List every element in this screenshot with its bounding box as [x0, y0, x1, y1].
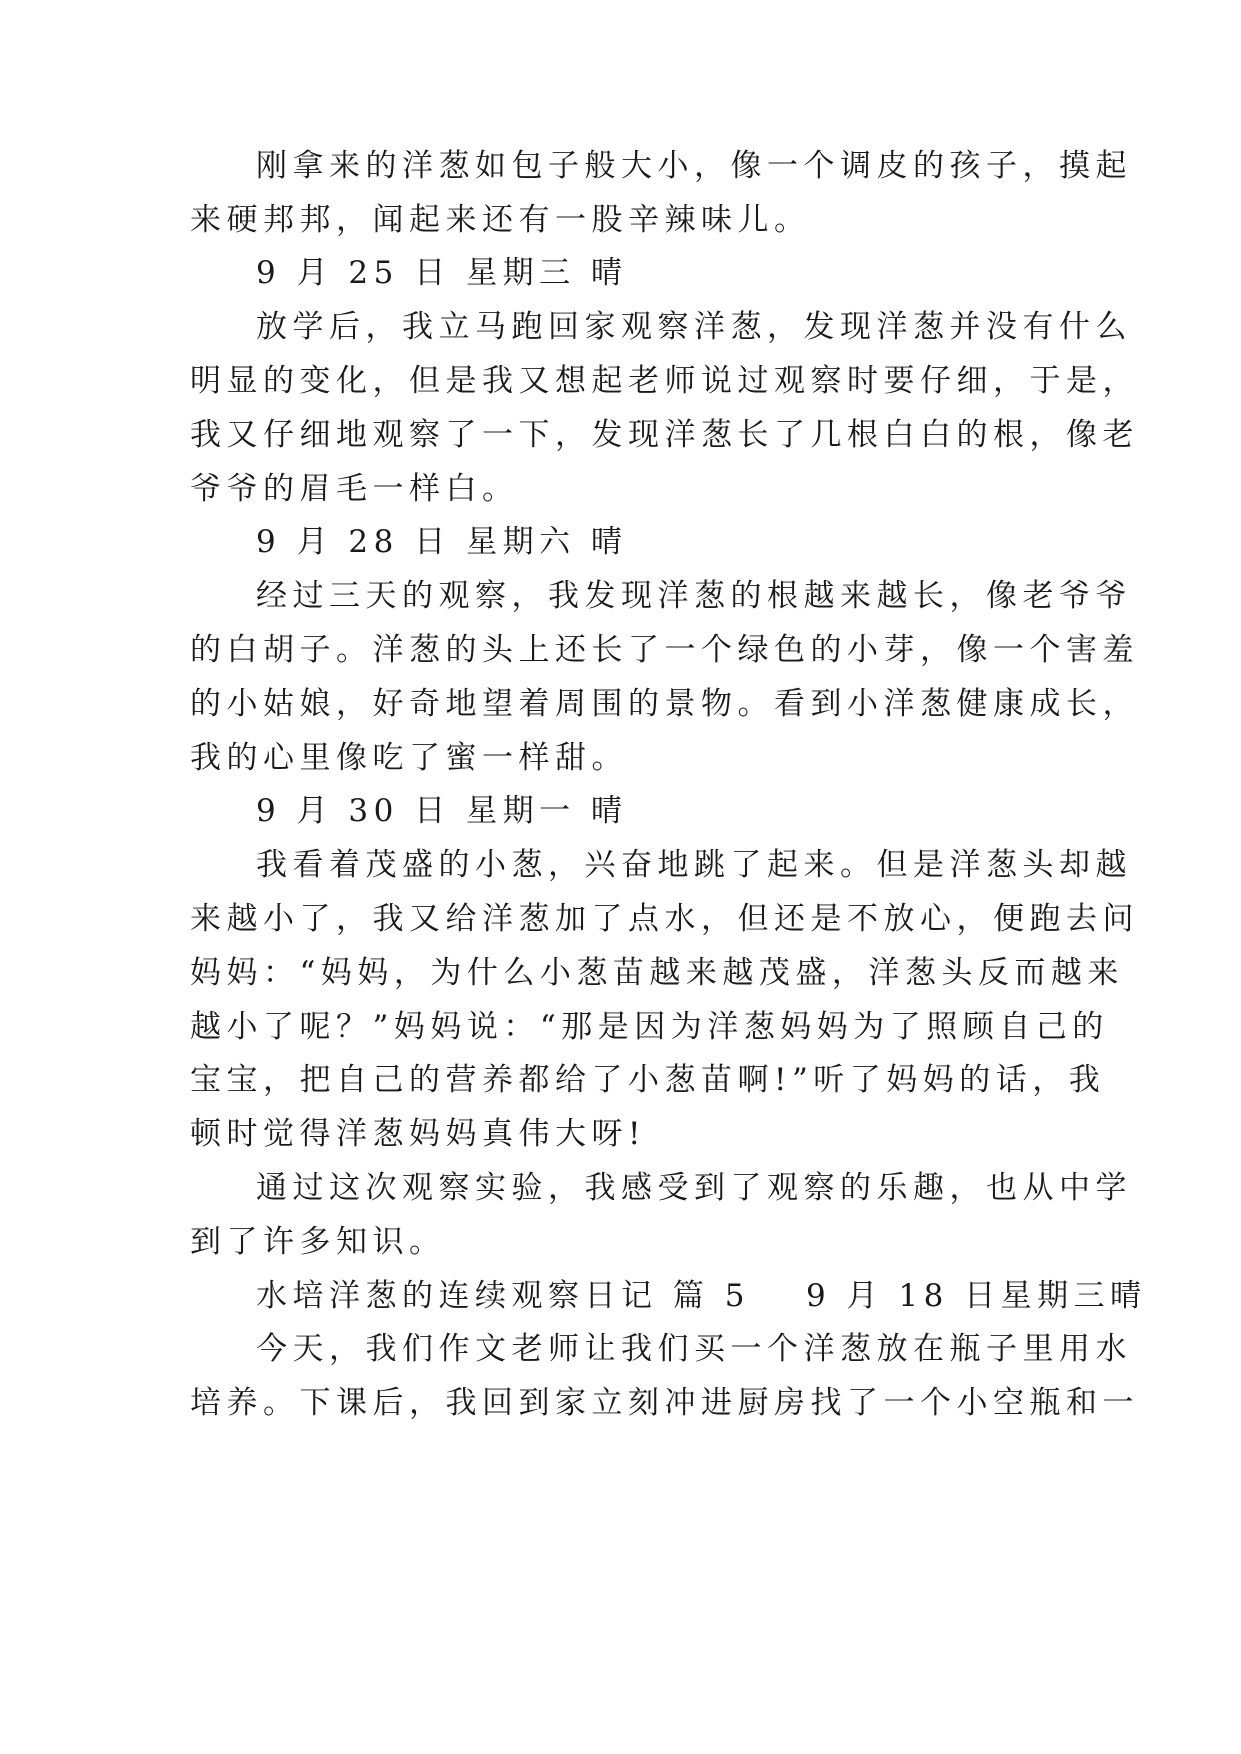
- paragraph-line: 妈妈：“妈妈，为什么小葱苗越来越茂盛，洋葱头反而越来: [190, 955, 1124, 991]
- paragraph-line: 培养。下课后，我回到家立刻冲进厨房找了一个小空瓶和一: [190, 1385, 1139, 1421]
- paragraph-line: 顿时觉得洋葱妈妈真伟大呀!: [190, 1116, 646, 1152]
- paragraph-line: 越小了呢？”妈妈说：“那是因为洋葱妈妈为了照顾自己的: [190, 1009, 1109, 1045]
- paragraph-line: 爷爷的眉毛一样白。: [190, 471, 519, 507]
- paragraph-line: 明显的变化，但是我又想起老师说过观察时要仔细，于是，: [190, 363, 1139, 399]
- paragraph-line: 我看着茂盛的小葱，兴奋地跳了起来。但是洋葱头却越: [256, 847, 1132, 883]
- paragraph-line: 通过这次观察实验，我感受到了观察的乐趣，也从中学: [256, 1170, 1132, 1206]
- diary-date: 9 月 28 日 星期六 晴: [256, 524, 628, 560]
- paragraph-line: 我的心里像吃了蜜一样甜。: [190, 740, 628, 776]
- paragraph-line: 今天，我们作文老师让我们买一个洋葱放在瓶子里用水: [256, 1331, 1132, 1367]
- paragraph-line: 到了许多知识。: [190, 1224, 446, 1260]
- paragraph-line: 经过三天的观察，我发现洋葱的根越来越长，像老爷爷: [256, 578, 1132, 614]
- paragraph-line: 来越小了，我又给洋葱加了点水，但还是不放心，便跑去问: [190, 901, 1139, 937]
- section-title: 水培洋葱的连续观察日记 篇 5: [256, 1278, 750, 1314]
- paragraph-line: 来硬邦邦，闻起来还有一股辛辣味儿。: [190, 202, 811, 238]
- section-date: 9 月 18 日星期三晴: [805, 1278, 1147, 1314]
- paragraph-line: 放学后，我立马跑回家观察洋葱，发现洋葱并没有什么: [256, 309, 1132, 345]
- paragraph-line: 的白胡子。洋葱的头上还长了一个绿色的小芽，像一个害羞: [190, 632, 1139, 668]
- section-heading: [256, 1276, 1147, 1316]
- diary-date: 9 月 30 日 星期一 晴: [256, 793, 628, 829]
- paragraph-line: 的小姑娘，好奇地望着周围的景物。看到小洋葱健康成长，: [190, 686, 1139, 722]
- paragraph-line: 我又仔细地观察了一下，发现洋葱长了几根白白的根，像老: [190, 417, 1139, 453]
- diary-date: 9 月 25 日 星期三 晴: [256, 255, 628, 291]
- paragraph-line: 刚拿来的洋葱如包子般大小，像一个调皮的孩子，摸起: [256, 148, 1132, 184]
- paragraph-line: 宝宝，把自己的营养都给了小葱苗啊!”听了妈妈的话，我: [190, 1062, 1106, 1098]
